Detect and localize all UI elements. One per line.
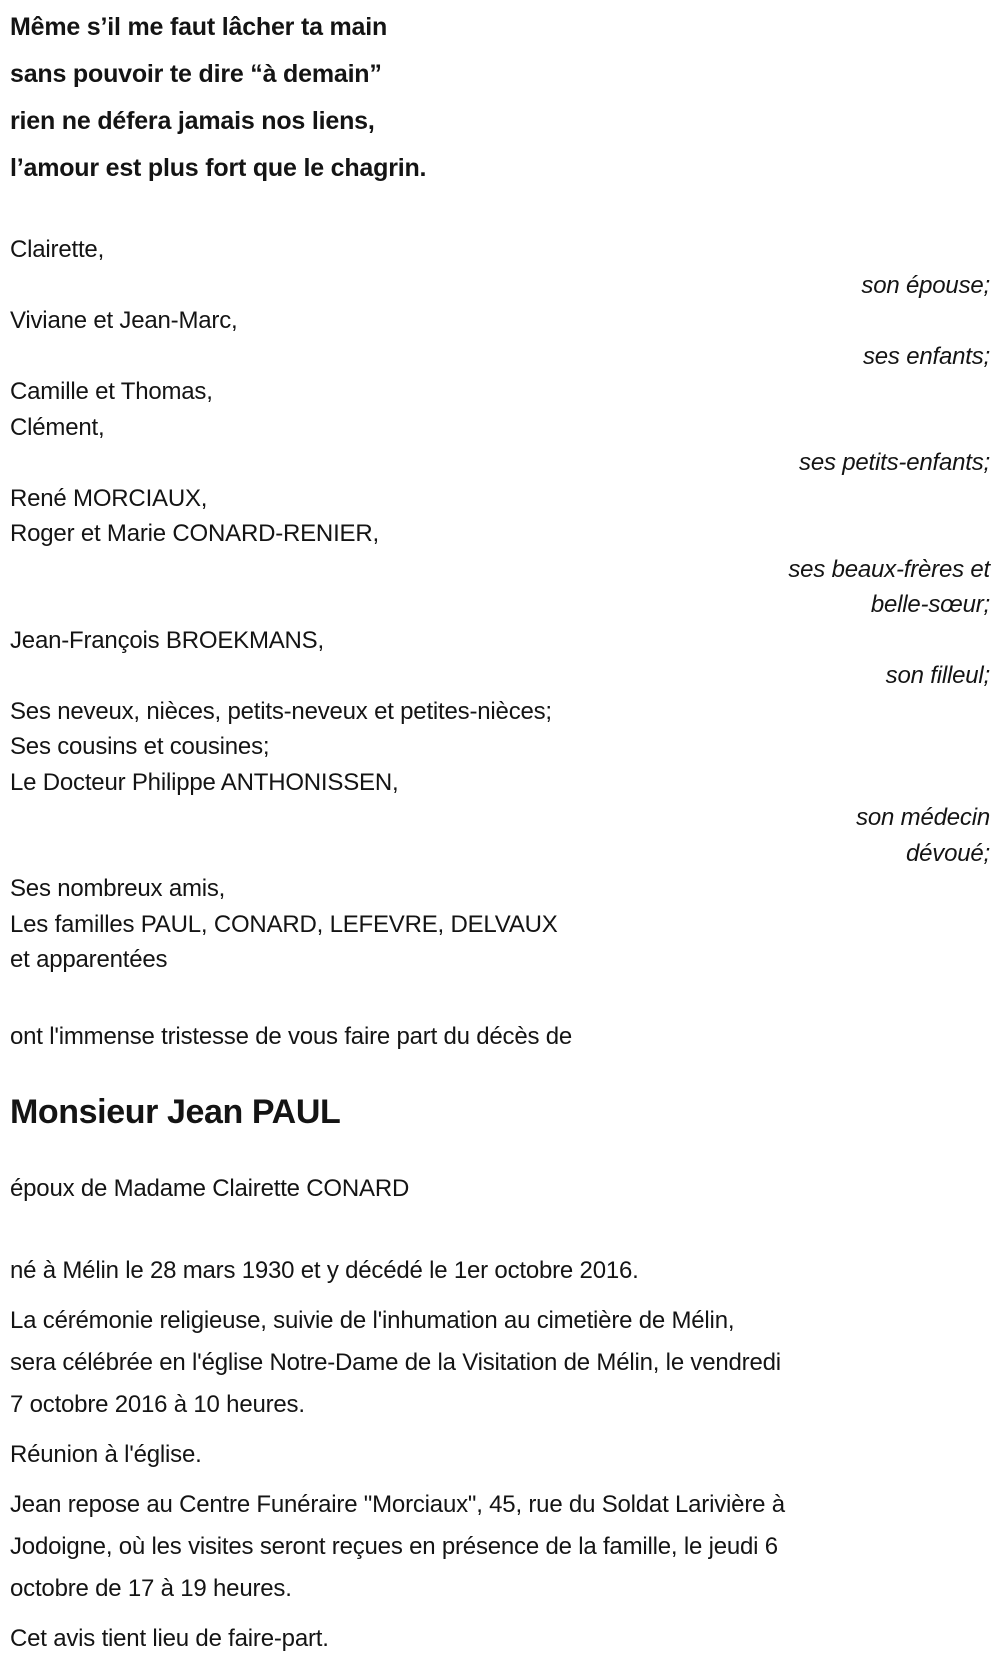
mourner-name-line: Ses cousins et cousines; <box>10 733 270 760</box>
mourner-name-line: Le Docteur Philippe ANTHONISSEN, <box>10 768 399 796</box>
mourner-name-line: René MORCIAUX, <box>10 484 208 512</box>
relation-label: son filleul; <box>885 662 990 689</box>
detail-line: Jean repose au Centre Funéraire "Morciaux", 45, rue du Soldat Larivière à <box>10 1490 785 1518</box>
relation-label: ses petits-enfants; <box>799 449 990 476</box>
relation-label: son épouse; <box>861 271 990 299</box>
detail-line: 7 octobre 2016 à 10 heures. <box>10 1390 305 1418</box>
detail-line: La cérémonie religieuse, suivie de l'inhumation au cimetière de Mélin, <box>10 1306 735 1334</box>
detail-paragraph <box>10 1618 990 1660</box>
announcement-line: ont l'immense tristesse de vous faire part du décès de <box>10 1022 573 1050</box>
detail-line: Jodoigne, où les visites seront reçues en présence de la famille, le jeudi 6 <box>10 1532 778 1560</box>
detail-paragraph <box>10 1484 990 1610</box>
mourner-name-line: Les familles PAUL, CONARD, LEFEVRE, DELVAUX <box>10 910 558 938</box>
detail-paragraph <box>10 1250 990 1292</box>
deceased-name-heading: Monsieur Jean PAUL <box>10 1092 341 1131</box>
mourner-name-line: et apparentées <box>10 946 168 973</box>
relation-label: ses beaux-frères et <box>788 555 990 583</box>
detail-paragraph <box>10 1434 990 1476</box>
mourner-name-line: Camille et Thomas, <box>10 378 213 405</box>
ceremony-details <box>10 1250 990 1660</box>
mourner-name-line: Ses neveux, nièces, petits-neveux et petites-nièces; <box>10 697 552 725</box>
mourner-name-line: Clément, <box>10 413 105 441</box>
detail-line: sera célébrée en l'église Notre-Dame de la Visitation de Mélin, le vendredi <box>10 1348 781 1376</box>
mourner-name-line: Jean-François BROEKMANS, <box>10 626 324 654</box>
mourner-name-line: Clairette, <box>10 236 105 263</box>
poem <box>10 4 990 192</box>
relation-label: dévoué; <box>905 839 990 867</box>
relation-label: belle-sœur; <box>870 591 990 618</box>
mourner-name-line: Roger et Marie CONARD-RENIER, <box>10 520 379 547</box>
relation-label: ses enfants; <box>862 342 990 370</box>
detail-line: né à Mélin le 28 mars 1930 et y décédé le 1er octobre 2016. <box>10 1256 639 1284</box>
mourners-list <box>10 232 990 978</box>
detail-line: Cet avis tient lieu de faire-part. <box>10 1624 329 1652</box>
mourner-name-line: Viviane et Jean-Marc, <box>10 307 238 334</box>
mourner-name-line: Ses nombreux amis, <box>10 875 226 902</box>
detail-line: Réunion à l'église. <box>10 1440 202 1468</box>
relation-label: son médecin <box>856 804 990 831</box>
poem-line: Même s’il me faut lâcher ta main <box>10 13 388 41</box>
poem-line: sans pouvoir te dire “à demain” <box>10 60 382 88</box>
detail-paragraph <box>10 1300 990 1426</box>
spouse-line: époux de Madame Clairette CONARD <box>10 1174 410 1202</box>
poem-line: l’amour est plus fort que le chagrin. <box>10 154 427 182</box>
poem-line: rien ne défera jamais nos liens, <box>10 107 375 135</box>
detail-line: octobre de 17 à 19 heures. <box>10 1574 292 1602</box>
